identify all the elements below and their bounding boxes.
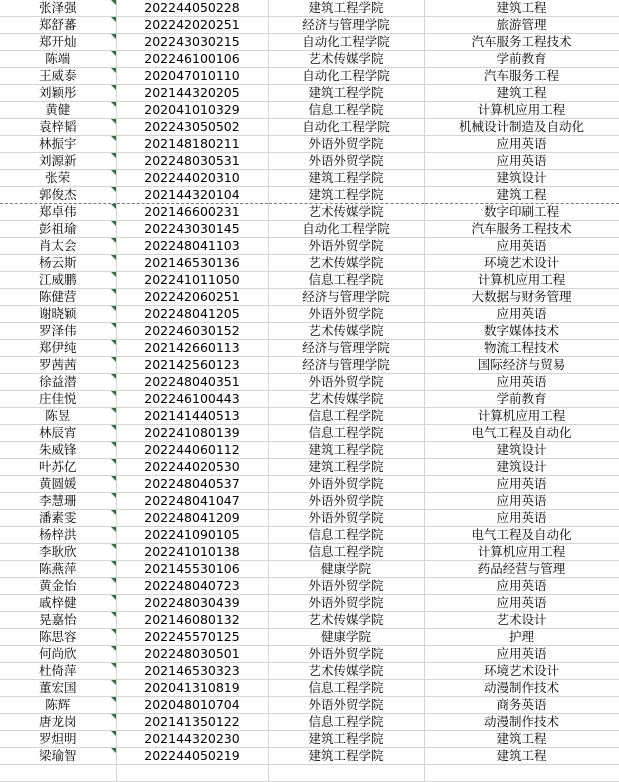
cell-major[interactable]: 汽车服务工程技术	[424, 221, 619, 238]
cell-major[interactable]	[424, 765, 619, 782]
cell-college[interactable]	[268, 765, 424, 782]
cell-major[interactable]: 应用英语	[424, 238, 619, 255]
cell-student-id[interactable]: 202244050219	[116, 748, 268, 765]
cell-major[interactable]: 旅游管理	[424, 17, 619, 34]
cell-major[interactable]: 建筑工程	[424, 731, 619, 748]
table-row	[0, 0, 619, 17]
cell-major[interactable]: 国际经济与贸易	[424, 357, 619, 374]
cell-student-id[interactable]: 202242020251	[116, 17, 268, 34]
cell-college[interactable]: 健康学院	[268, 629, 424, 646]
table-row	[0, 374, 619, 391]
table-row	[0, 255, 619, 272]
table-row	[0, 544, 619, 561]
cell-student-id[interactable]: 202041010329	[116, 102, 268, 119]
table-row	[0, 765, 619, 782]
cell-college[interactable]: 外语外贸学院	[268, 374, 424, 391]
cell-college[interactable]: 自动化工程学院	[268, 221, 424, 238]
table-row	[0, 510, 619, 527]
table-row	[0, 17, 619, 34]
cell-college[interactable]: 自动化工程学院	[268, 119, 424, 136]
cell-college[interactable]: 信息工程学院	[268, 544, 424, 561]
table-row	[0, 425, 619, 442]
cell-student-id[interactable]: 202246100443	[116, 391, 268, 408]
cell-college[interactable]: 信息工程学院	[268, 425, 424, 442]
cell-student-id[interactable]: 202145530106	[116, 561, 268, 578]
cell-student-id[interactable]: 202142660113	[116, 340, 268, 357]
cell-major[interactable]: 物流工程技术	[424, 340, 619, 357]
cell-student-id[interactable]: 202244060112	[116, 442, 268, 459]
table-row	[0, 119, 619, 136]
cell-student-name[interactable]: 何尚欣	[0, 646, 116, 663]
cell-student-name[interactable]: 梁瑜智	[0, 748, 116, 765]
cell-major[interactable]: 应用英语	[424, 595, 619, 612]
cell-major[interactable]: 应用英语	[424, 510, 619, 527]
cell-student-id[interactable]: 202146600231	[116, 204, 268, 221]
cell-student-id[interactable]: 202144320230	[116, 731, 268, 748]
cell-college[interactable]: 艺术传媒学院	[268, 204, 424, 221]
cell-student-name[interactable]: 谢晓颖	[0, 306, 116, 323]
cell-student-id[interactable]: 202148180211	[116, 136, 268, 153]
cell-major[interactable]: 药品经营与管理	[424, 561, 619, 578]
cell-student-name[interactable]: 陈健营	[0, 289, 116, 306]
table-row	[0, 748, 619, 765]
cell-student-name[interactable]: 庄佳悦	[0, 391, 116, 408]
cell-student-name[interactable]: 彭祖瑜	[0, 221, 116, 238]
cell-student-name[interactable]: 郑舒蕃	[0, 17, 116, 34]
cell-college[interactable]: 外语外贸学院	[268, 153, 424, 170]
cell-student-id[interactable]: 202246030152	[116, 323, 268, 340]
cell-student-name[interactable]: 郑伊纯	[0, 340, 116, 357]
cell-student-name[interactable]: 张荣	[0, 170, 116, 187]
cell-student-id[interactable]: 202248041103	[116, 238, 268, 255]
cell-student-name[interactable]	[0, 765, 116, 782]
cell-major[interactable]: 计算机应用工程	[424, 272, 619, 289]
cell-college[interactable]: 艺术传媒学院	[268, 391, 424, 408]
table-row	[0, 153, 619, 170]
cell-student-name[interactable]: 罗泽伟	[0, 323, 116, 340]
cell-major[interactable]: 建筑设计	[424, 459, 619, 476]
cell-student-id[interactable]: 202241010138	[116, 544, 268, 561]
cell-college[interactable]: 建筑工程学院	[268, 170, 424, 187]
cell-student-name[interactable]: 李耿欣	[0, 544, 116, 561]
table-row	[0, 493, 619, 510]
cell-college[interactable]: 经济与管理学院	[268, 17, 424, 34]
cell-college[interactable]: 外语外贸学院	[268, 578, 424, 595]
cell-college[interactable]: 外语外贸学院	[268, 238, 424, 255]
cell-college[interactable]: 信息工程学院	[268, 408, 424, 425]
cell-student-id[interactable]: 202244050228	[116, 0, 268, 17]
cell-college[interactable]: 艺术传媒学院	[268, 612, 424, 629]
cell-student-name[interactable]: 叶苏亿	[0, 459, 116, 476]
cell-major[interactable]: 应用英语	[424, 153, 619, 170]
cell-major[interactable]: 建筑工程	[424, 187, 619, 204]
cell-student-name[interactable]: 刘源新	[0, 153, 116, 170]
cell-student-name[interactable]: 袁梓韬	[0, 119, 116, 136]
cell-student-name[interactable]: 陈昱	[0, 408, 116, 425]
table-row	[0, 68, 619, 85]
cell-major[interactable]: 汽车服务工程技术	[424, 34, 619, 51]
table-row	[0, 663, 619, 680]
cell-major[interactable]: 应用英语	[424, 578, 619, 595]
cell-major[interactable]: 建筑设计	[424, 170, 619, 187]
table-row	[0, 680, 619, 697]
cell-major[interactable]: 护理	[424, 629, 619, 646]
cell-major[interactable]: 应用英语	[424, 476, 619, 493]
cell-major[interactable]: 商务英语	[424, 697, 619, 714]
cell-college[interactable]: 外语外贸学院	[268, 510, 424, 527]
cell-student-id[interactable]: 202146080132	[116, 612, 268, 629]
cell-major[interactable]: 应用英语	[424, 493, 619, 510]
cell-student-id[interactable]: 202248040537	[116, 476, 268, 493]
cell-college[interactable]: 建筑工程学院	[268, 748, 424, 765]
cell-student-id[interactable]: 202244020310	[116, 170, 268, 187]
cell-student-name[interactable]: 朱威锋	[0, 442, 116, 459]
cell-student-id[interactable]: 202248040351	[116, 374, 268, 391]
cell-major[interactable]: 艺术设计	[424, 612, 619, 629]
cell-student-id[interactable]: 202243050502	[116, 119, 268, 136]
cell-college[interactable]: 外语外贸学院	[268, 306, 424, 323]
cell-student-id[interactable]: 202141440513	[116, 408, 268, 425]
cell-college[interactable]: 艺术传媒学院	[268, 323, 424, 340]
cell-student-id[interactable]: 202248041205	[116, 306, 268, 323]
cell-major[interactable]: 机械设计制造及自动化	[424, 119, 619, 136]
cell-student-id[interactable]: 202245570125	[116, 629, 268, 646]
cell-college[interactable]: 外语外贸学院	[268, 476, 424, 493]
cell-major[interactable]: 计算机应用工程	[424, 544, 619, 561]
cell-student-id[interactable]	[116, 765, 268, 782]
cell-college[interactable]: 外语外贸学院	[268, 136, 424, 153]
cell-college[interactable]: 信息工程学院	[268, 102, 424, 119]
cell-student-name[interactable]: 肖太会	[0, 238, 116, 255]
cell-college[interactable]: 艺术传媒学院	[268, 51, 424, 68]
cell-college[interactable]: 信息工程学院	[268, 680, 424, 697]
table-row	[0, 731, 619, 748]
cell-college[interactable]: 外语外贸学院	[268, 595, 424, 612]
cell-student-id[interactable]: 202243030145	[116, 221, 268, 238]
cell-college[interactable]: 自动化工程学院	[268, 34, 424, 51]
cell-student-name[interactable]: 黄金怡	[0, 578, 116, 595]
cell-college[interactable]: 信息工程学院	[268, 272, 424, 289]
cell-student-id[interactable]: 202144320104	[116, 187, 268, 204]
cell-student-id[interactable]: 202144320205	[116, 85, 268, 102]
cell-student-name[interactable]: 戚梓健	[0, 595, 116, 612]
cell-college[interactable]: 建筑工程学院	[268, 0, 424, 17]
cell-major[interactable]: 建筑设计	[424, 442, 619, 459]
cell-college[interactable]: 信息工程学院	[268, 714, 424, 731]
cell-student-name[interactable]: 黄圆媛	[0, 476, 116, 493]
cell-major[interactable]: 应用英语	[424, 646, 619, 663]
cell-college[interactable]: 建筑工程学院	[268, 85, 424, 102]
cell-college[interactable]: 建筑工程学院	[268, 459, 424, 476]
cell-student-name[interactable]: 陈端	[0, 51, 116, 68]
table-row	[0, 561, 619, 578]
table-row	[0, 34, 619, 51]
cell-student-name[interactable]: 张泽强	[0, 0, 116, 17]
cell-college[interactable]: 艺术传媒学院	[268, 255, 424, 272]
cell-college[interactable]: 外语外贸学院	[268, 646, 424, 663]
table-row	[0, 391, 619, 408]
table-row	[0, 204, 619, 221]
table-row	[0, 323, 619, 340]
cell-student-id[interactable]: 202248041209	[116, 510, 268, 527]
cell-student-name[interactable]: 罗炟明	[0, 731, 116, 748]
cell-major[interactable]: 应用英语	[424, 136, 619, 153]
cell-student-name[interactable]: 杨云斯	[0, 255, 116, 272]
cell-student-name[interactable]: 徐益潜	[0, 374, 116, 391]
cell-student-id[interactable]: 202041310819	[116, 680, 268, 697]
cell-college[interactable]: 自动化工程学院	[268, 68, 424, 85]
cell-student-id[interactable]: 202241080139	[116, 425, 268, 442]
cell-student-id[interactable]: 202248041047	[116, 493, 268, 510]
cell-major[interactable]: 学前教育	[424, 391, 619, 408]
cell-student-id[interactable]: 202146530136	[116, 255, 268, 272]
cell-student-name[interactable]: 晃嘉怡	[0, 612, 116, 629]
table-row	[0, 306, 619, 323]
cell-student-name[interactable]: 潘素雯	[0, 510, 116, 527]
table-row	[0, 187, 619, 204]
cell-student-name[interactable]: 刘颖彤	[0, 85, 116, 102]
cell-major[interactable]: 数字媒体技术	[424, 323, 619, 340]
cell-student-name[interactable]: 王威泰	[0, 68, 116, 85]
cell-student-id[interactable]: 202146530323	[116, 663, 268, 680]
cell-major[interactable]: 计算机应用工程	[424, 102, 619, 119]
cell-student-name[interactable]: 陈燕萍	[0, 561, 116, 578]
cell-student-name[interactable]: 林辰宵	[0, 425, 116, 442]
cell-major[interactable]: 汽车服务工程	[424, 68, 619, 85]
table-row	[0, 272, 619, 289]
cell-student-id[interactable]: 202243030215	[116, 34, 268, 51]
cell-college[interactable]: 建筑工程学院	[268, 187, 424, 204]
cell-student-name[interactable]: 陈辉	[0, 697, 116, 714]
table-row	[0, 714, 619, 731]
cell-student-id[interactable]: 202241011050	[116, 272, 268, 289]
table-row	[0, 459, 619, 476]
cell-major[interactable]: 大数据与财务管理	[424, 289, 619, 306]
cell-student-name[interactable]: 杨梓洪	[0, 527, 116, 544]
cell-student-name[interactable]: 郑卓伟	[0, 204, 116, 221]
table-row	[0, 408, 619, 425]
cell-student-name[interactable]: 杜倚萍	[0, 663, 116, 680]
table-row	[0, 51, 619, 68]
cell-college[interactable]: 信息工程学院	[268, 527, 424, 544]
cell-major[interactable]: 电气工程及自动化	[424, 425, 619, 442]
cell-major[interactable]: 建筑工程	[424, 0, 619, 17]
cell-student-id[interactable]: 202248030439	[116, 595, 268, 612]
table-row	[0, 170, 619, 187]
table-row	[0, 221, 619, 238]
cell-student-id[interactable]: 202248030531	[116, 153, 268, 170]
table-row	[0, 136, 619, 153]
table-row	[0, 595, 619, 612]
cell-college[interactable]: 外语外贸学院	[268, 493, 424, 510]
cell-major[interactable]: 应用英语	[424, 306, 619, 323]
table-row	[0, 238, 619, 255]
table-row	[0, 646, 619, 663]
table-row	[0, 340, 619, 357]
cell-college[interactable]: 经济与管理学院	[268, 289, 424, 306]
cell-student-id[interactable]: 202141350122	[116, 714, 268, 731]
table-row	[0, 289, 619, 306]
cell-student-name[interactable]: 罗茜茜	[0, 357, 116, 374]
cell-college[interactable]: 建筑工程学院	[268, 442, 424, 459]
table-row	[0, 578, 619, 595]
cell-college[interactable]: 建筑工程学院	[268, 731, 424, 748]
cell-student-id[interactable]: 202248030501	[116, 646, 268, 663]
cell-student-name[interactable]: 董宏国	[0, 680, 116, 697]
cell-student-id[interactable]: 202244020530	[116, 459, 268, 476]
cell-college[interactable]: 经济与管理学院	[268, 357, 424, 374]
cell-student-name[interactable]: 黄健	[0, 102, 116, 119]
cell-major[interactable]: 环境艺术设计	[424, 663, 619, 680]
table-row	[0, 697, 619, 714]
cell-major[interactable]: 应用英语	[424, 374, 619, 391]
cell-student-id[interactable]: 202246100106	[116, 51, 268, 68]
cell-student-name[interactable]: 郑开灿	[0, 34, 116, 51]
cell-student-name[interactable]: 陈思容	[0, 629, 116, 646]
cell-student-id[interactable]: 202242060251	[116, 289, 268, 306]
cell-student-name[interactable]: 林振宇	[0, 136, 116, 153]
cell-major[interactable]: 动漫制作技术	[424, 714, 619, 731]
table-row	[0, 612, 619, 629]
cell-major[interactable]: 数字印刷工程	[424, 204, 619, 221]
table-row	[0, 357, 619, 374]
cell-major[interactable]: 建筑工程	[424, 85, 619, 102]
cell-major[interactable]: 计算机应用工程	[424, 408, 619, 425]
cell-student-id[interactable]: 202048010704	[116, 697, 268, 714]
cell-student-name[interactable]: 唐龙岗	[0, 714, 116, 731]
cell-college[interactable]: 健康学院	[268, 561, 424, 578]
cell-student-id[interactable]: 202241090105	[116, 527, 268, 544]
table-row	[0, 442, 619, 459]
cell-major[interactable]: 建筑工程	[424, 748, 619, 765]
table-row	[0, 85, 619, 102]
table-row	[0, 102, 619, 119]
cell-major[interactable]: 学前教育	[424, 51, 619, 68]
cell-student-id[interactable]: 202047010110	[116, 68, 268, 85]
cell-major[interactable]: 环境艺术设计	[424, 255, 619, 272]
table-row	[0, 629, 619, 646]
cell-college[interactable]: 艺术传媒学院	[268, 663, 424, 680]
cell-student-id[interactable]: 202142560123	[116, 357, 268, 374]
cell-major[interactable]: 电气工程及自动化	[424, 527, 619, 544]
cell-student-name[interactable]: 郭俊杰	[0, 187, 116, 204]
table-row	[0, 527, 619, 544]
cell-college[interactable]: 外语外贸学院	[268, 697, 424, 714]
cell-major[interactable]: 动漫制作技术	[424, 680, 619, 697]
cell-student-name[interactable]: 江威鹏	[0, 272, 116, 289]
cell-student-name[interactable]: 李慧珊	[0, 493, 116, 510]
cell-student-id[interactable]: 202248040723	[116, 578, 268, 595]
table-row	[0, 476, 619, 493]
cell-college[interactable]: 经济与管理学院	[268, 340, 424, 357]
